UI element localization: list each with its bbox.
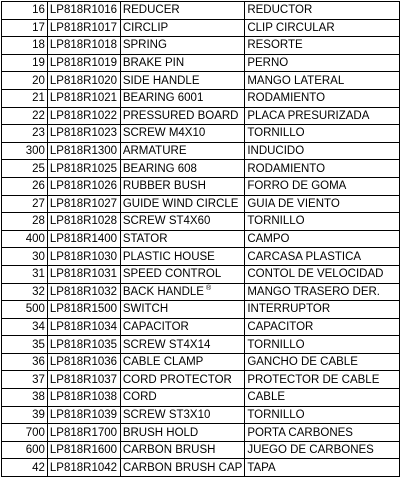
part-code-text: LP818R1038 bbox=[49, 391, 118, 404]
item-number-cell bbox=[2, 353, 48, 371]
spanish-name-text: RODAMIENTO bbox=[247, 162, 326, 175]
table-row bbox=[2, 142, 400, 160]
spanish-name-cell bbox=[245, 248, 400, 266]
part-code-text: LP818R1028 bbox=[49, 215, 118, 228]
part-code-cell bbox=[47, 107, 120, 125]
english-name-text: SPEED CONTROL bbox=[122, 268, 222, 281]
english-name-cell bbox=[120, 142, 245, 160]
spanish-name-text: TORNILLO bbox=[247, 127, 305, 140]
spanish-name-cell bbox=[245, 353, 400, 371]
item-number-cell bbox=[2, 424, 48, 442]
spanish-name-text: INTERRUPTOR bbox=[247, 303, 331, 316]
spanish-name-cell bbox=[245, 2, 400, 20]
part-code-text: LP818R1035 bbox=[49, 338, 118, 351]
table-row bbox=[2, 125, 400, 143]
item-number-cell bbox=[2, 406, 48, 424]
spanish-name-cell bbox=[245, 283, 400, 301]
part-code-text: LP818R1027 bbox=[49, 197, 118, 210]
english-name-text: CARBON BRUSH bbox=[122, 444, 216, 457]
part-code-text: LP818R1037 bbox=[49, 373, 118, 386]
table-row bbox=[2, 230, 400, 248]
table-row bbox=[2, 301, 400, 319]
english-name-text: REDUCER bbox=[122, 4, 180, 17]
part-code-cell bbox=[47, 318, 120, 336]
table-row bbox=[2, 2, 400, 20]
spanish-name-cell bbox=[245, 371, 400, 389]
part-code-text: LP818R1017 bbox=[49, 21, 118, 34]
spanish-name-cell bbox=[245, 459, 400, 477]
english-name-cell bbox=[120, 54, 245, 72]
table-row bbox=[2, 107, 400, 125]
spanish-name-text: TAPA bbox=[247, 461, 276, 474]
item-number-text: 21 bbox=[32, 92, 45, 105]
item-number-text: 16 bbox=[32, 4, 45, 17]
table-row bbox=[2, 336, 400, 354]
part-code-cell bbox=[47, 371, 120, 389]
item-number-cell bbox=[2, 2, 48, 20]
part-code-cell bbox=[47, 125, 120, 143]
spanish-name-cell bbox=[245, 19, 400, 37]
item-number-text: 22 bbox=[32, 109, 45, 122]
spanish-name-cell bbox=[245, 195, 400, 213]
english-name-cell bbox=[120, 177, 245, 195]
part-code-cell bbox=[47, 177, 120, 195]
english-name-text: SPRING bbox=[122, 39, 167, 52]
item-number-text: 25 bbox=[32, 162, 45, 175]
item-number-cell bbox=[2, 107, 48, 125]
english-name-cell bbox=[120, 424, 245, 442]
item-number-text: 500 bbox=[25, 303, 45, 316]
part-code-cell bbox=[47, 142, 120, 160]
item-number-text: 600 bbox=[25, 444, 45, 457]
part-code-text: LP818R1034 bbox=[49, 320, 118, 333]
part-code-cell bbox=[47, 230, 120, 248]
english-name-cell bbox=[120, 248, 245, 266]
item-number-text: 36 bbox=[32, 356, 45, 369]
part-code-text: LP818R1700 bbox=[49, 426, 118, 439]
part-code-cell bbox=[47, 441, 120, 459]
english-name-cell bbox=[120, 89, 245, 107]
spanish-name-text: CLIP CIRCULAR bbox=[247, 21, 335, 34]
spanish-name-text: MANGO TRASERO DER. bbox=[247, 285, 381, 298]
item-number-cell bbox=[2, 195, 48, 213]
part-code-cell bbox=[47, 336, 120, 354]
english-name-cell bbox=[120, 19, 245, 37]
table-row bbox=[2, 89, 400, 107]
item-number-text: 30 bbox=[32, 250, 45, 263]
part-code-cell bbox=[47, 37, 120, 55]
table-row bbox=[2, 406, 400, 424]
spanish-name-text: PLACA PRESURIZADA bbox=[247, 109, 370, 122]
item-number-text: 18 bbox=[32, 39, 45, 52]
part-code-cell bbox=[47, 406, 120, 424]
item-number-cell bbox=[2, 301, 48, 319]
spanish-name-text: REDUCTOR bbox=[247, 4, 313, 17]
part-code-text: LP818R1036 bbox=[49, 356, 118, 369]
part-code-text: LP818R1030 bbox=[49, 250, 118, 263]
english-name-text: SCREW ST3X10 bbox=[122, 408, 211, 421]
english-name-cell bbox=[120, 353, 245, 371]
item-number-cell bbox=[2, 248, 48, 266]
item-number-cell bbox=[2, 19, 48, 37]
spanish-name-text: CAPACITOR bbox=[247, 320, 314, 333]
item-number-text: 27 bbox=[32, 197, 45, 210]
part-code-cell bbox=[47, 265, 120, 283]
item-number-cell bbox=[2, 265, 48, 283]
part-code-cell bbox=[47, 213, 120, 231]
part-code-cell bbox=[47, 248, 120, 266]
spanish-name-cell bbox=[245, 389, 400, 407]
spanish-name-text: CONTOL DE VELOCIDAD bbox=[247, 268, 384, 281]
item-number-cell bbox=[2, 230, 48, 248]
part-code-text: LP818R1019 bbox=[49, 57, 118, 70]
table-row bbox=[2, 318, 400, 336]
spanish-name-text: JUEGO DE CARBONES bbox=[247, 444, 374, 457]
part-code-text: LP818R1500 bbox=[49, 303, 118, 316]
english-name-cell bbox=[120, 265, 245, 283]
english-name-cell bbox=[120, 441, 245, 459]
english-name-cell bbox=[120, 72, 245, 90]
part-code-cell bbox=[47, 195, 120, 213]
english-name-cell bbox=[120, 459, 245, 477]
spanish-name-text: PROTECTOR DE CABLE bbox=[247, 373, 380, 386]
spanish-name-text: GUIA DE VIENTO bbox=[247, 197, 340, 210]
item-number-text: 20 bbox=[32, 74, 45, 87]
item-number-text: 31 bbox=[32, 268, 45, 281]
spanish-name-cell bbox=[245, 107, 400, 125]
english-name-text: SCREW M4X10 bbox=[122, 127, 206, 140]
item-number-cell bbox=[2, 177, 48, 195]
english-name-cell bbox=[120, 2, 245, 20]
table-row bbox=[2, 19, 400, 37]
item-number-cell bbox=[2, 89, 48, 107]
table-row bbox=[2, 265, 400, 283]
part-code-text: LP818R1031 bbox=[49, 268, 118, 281]
english-name-text: CORD bbox=[122, 391, 157, 404]
spanish-name-text: TORNILLO bbox=[247, 338, 305, 351]
english-name-cell bbox=[120, 37, 245, 55]
english-name-text: STATOR bbox=[122, 233, 168, 246]
spanish-name-cell bbox=[245, 54, 400, 72]
part-code-cell bbox=[47, 54, 120, 72]
parts-table-body bbox=[2, 2, 400, 477]
english-name-text: PLASTIC HOUSE bbox=[122, 250, 215, 263]
english-name-cell bbox=[120, 406, 245, 424]
spanish-name-cell bbox=[245, 406, 400, 424]
item-number-cell bbox=[2, 389, 48, 407]
part-code-cell bbox=[47, 89, 120, 107]
spanish-name-cell bbox=[245, 318, 400, 336]
spanish-name-cell bbox=[245, 441, 400, 459]
spanish-name-text: CABLE bbox=[247, 391, 286, 404]
english-name-text: CIRCLIP bbox=[122, 21, 169, 34]
item-number-cell bbox=[2, 160, 48, 178]
part-code-text: LP818R1026 bbox=[49, 180, 118, 193]
spanish-name-text: TORNILLO bbox=[247, 408, 305, 421]
table-row bbox=[2, 160, 400, 178]
part-code-cell bbox=[47, 160, 120, 178]
part-code-cell bbox=[47, 301, 120, 319]
table-row bbox=[2, 389, 400, 407]
english-name-text: SWITCH bbox=[122, 303, 169, 316]
part-code-cell bbox=[47, 72, 120, 90]
spanish-name-text: TORNILLO bbox=[247, 215, 305, 228]
english-name-text: GUIDE WIND CIRCLE bbox=[122, 197, 239, 210]
spanish-name-cell bbox=[245, 213, 400, 231]
english-name-text: CAPACITOR bbox=[122, 320, 189, 333]
spanish-name-cell bbox=[245, 89, 400, 107]
spanish-name-cell bbox=[245, 142, 400, 160]
table-row bbox=[2, 441, 400, 459]
part-code-text: LP818R1022 bbox=[49, 109, 118, 122]
part-code-text: LP818R1023 bbox=[49, 127, 118, 140]
english-name-cell bbox=[120, 230, 245, 248]
part-code-text: LP818R1032 bbox=[49, 285, 118, 298]
english-name-text: SIDE HANDLE bbox=[122, 74, 200, 87]
part-code-text: LP818R1018 bbox=[49, 39, 118, 52]
spanish-name-cell bbox=[245, 160, 400, 178]
item-number-text: 26 bbox=[32, 180, 45, 193]
table-row bbox=[2, 371, 400, 389]
spanish-name-cell bbox=[245, 125, 400, 143]
item-number-text: 19 bbox=[32, 57, 45, 70]
item-number-cell bbox=[2, 37, 48, 55]
english-name-cell bbox=[120, 195, 245, 213]
table-row bbox=[2, 353, 400, 371]
english-name-text: RUBBER BUSH bbox=[122, 180, 206, 193]
spanish-name-text: CAMPO bbox=[247, 233, 290, 246]
item-number-text: 35 bbox=[32, 338, 45, 351]
item-number-cell bbox=[2, 213, 48, 231]
spanish-name-text: RODAMIENTO bbox=[247, 92, 326, 105]
part-code-text: LP818R1600 bbox=[49, 444, 118, 457]
table-row bbox=[2, 283, 400, 301]
spanish-name-cell bbox=[245, 230, 400, 248]
spanish-name-text: INDUCIDO bbox=[247, 145, 305, 158]
table-row bbox=[2, 177, 400, 195]
spanish-name-text: CARCASA PLASTICA bbox=[247, 250, 362, 263]
part-code-text: LP818R1016 bbox=[49, 4, 118, 17]
english-name-cell bbox=[120, 160, 245, 178]
spanish-name-cell bbox=[245, 37, 400, 55]
item-number-text: 34 bbox=[32, 320, 45, 333]
table-row bbox=[2, 248, 400, 266]
item-number-text: 23 bbox=[32, 127, 45, 140]
english-name-text: BEARING 608 bbox=[122, 162, 197, 175]
english-name-text: BRUSH HOLD bbox=[122, 426, 199, 439]
item-number-cell bbox=[2, 336, 48, 354]
part-code-cell bbox=[47, 424, 120, 442]
item-number-text: 28 bbox=[32, 215, 45, 228]
english-name-text: SCREW ST4X60 bbox=[122, 215, 211, 228]
english-name-cell bbox=[120, 125, 245, 143]
table-row bbox=[2, 195, 400, 213]
table-row bbox=[2, 72, 400, 90]
english-name-cell bbox=[120, 371, 245, 389]
item-number-cell bbox=[2, 459, 48, 477]
spanish-name-cell bbox=[245, 265, 400, 283]
english-name-text: BACK HANDLE bbox=[122, 285, 204, 298]
spanish-name-text: PERNO bbox=[247, 57, 289, 70]
english-name-text: ARMATURE bbox=[122, 145, 187, 158]
registered-mark: ® bbox=[205, 284, 212, 292]
table-row bbox=[2, 54, 400, 72]
item-number-text: 38 bbox=[32, 391, 45, 404]
item-number-text: 37 bbox=[32, 373, 45, 386]
part-code-text: LP818R1020 bbox=[49, 74, 118, 87]
part-code-text: LP818R1025 bbox=[49, 162, 118, 175]
table-row bbox=[2, 213, 400, 231]
part-code-cell bbox=[47, 459, 120, 477]
english-name-cell bbox=[120, 301, 245, 319]
spanish-name-cell bbox=[245, 72, 400, 90]
part-code-cell bbox=[47, 353, 120, 371]
item-number-cell bbox=[2, 72, 48, 90]
english-name-text: BRAKE PIN bbox=[122, 57, 185, 70]
item-number-text: 400 bbox=[25, 233, 45, 246]
english-name-text: PRESSURED BOARD bbox=[122, 109, 239, 122]
spanish-name-cell bbox=[245, 177, 400, 195]
part-code-cell bbox=[47, 19, 120, 37]
item-number-text: 300 bbox=[25, 145, 45, 158]
spanish-name-cell bbox=[245, 424, 400, 442]
english-name-text: CARBON BRUSH CAP bbox=[122, 461, 243, 474]
english-name-cell bbox=[120, 389, 245, 407]
part-code-cell bbox=[47, 2, 120, 20]
part-code-text: LP818R1300 bbox=[49, 145, 118, 158]
spanish-name-text: FORRO DE GOMA bbox=[247, 180, 347, 193]
table-row bbox=[2, 37, 400, 55]
item-number-cell bbox=[2, 371, 48, 389]
item-number-text: 39 bbox=[32, 408, 45, 421]
part-code-cell bbox=[47, 283, 120, 301]
table-row bbox=[2, 459, 400, 477]
part-code-text: LP818R1021 bbox=[49, 92, 118, 105]
spanish-name-text: MANGO LATERAL bbox=[247, 74, 345, 87]
part-code-text: LP818R1042 bbox=[49, 461, 118, 474]
english-name-cell bbox=[120, 107, 245, 125]
english-name-cell bbox=[120, 283, 245, 301]
item-number-cell bbox=[2, 125, 48, 143]
part-code-text: LP818R1039 bbox=[49, 408, 118, 421]
item-number-text: 32 bbox=[32, 285, 45, 298]
table-row bbox=[2, 424, 400, 442]
item-number-cell bbox=[2, 142, 48, 160]
english-name-text: SCREW ST4X14 bbox=[122, 338, 211, 351]
spanish-name-text: RESORTE bbox=[247, 39, 303, 52]
english-name-cell bbox=[120, 336, 245, 354]
spanish-name-cell bbox=[245, 336, 400, 354]
part-code-cell bbox=[47, 389, 120, 407]
item-number-cell bbox=[2, 54, 48, 72]
item-number-cell bbox=[2, 283, 48, 301]
parts-table bbox=[1, 1, 400, 477]
english-name-cell bbox=[120, 213, 245, 231]
item-number-text: 42 bbox=[32, 461, 45, 474]
english-name-text: CABLE CLAMP bbox=[122, 356, 204, 369]
spanish-name-text: GANCHO DE CABLE bbox=[247, 356, 358, 369]
part-code-text: LP818R1400 bbox=[49, 233, 118, 246]
spanish-name-cell bbox=[245, 301, 400, 319]
spanish-name-text: PORTA CARBONES bbox=[247, 426, 353, 439]
item-number-cell bbox=[2, 318, 48, 336]
english-name-cell bbox=[120, 318, 245, 336]
item-number-text: 17 bbox=[32, 21, 45, 34]
english-name-text: CORD PROTECTOR bbox=[122, 373, 232, 386]
english-name-text: BEARING 6001 bbox=[122, 92, 204, 105]
item-number-text: 700 bbox=[25, 426, 45, 439]
item-number-cell bbox=[2, 441, 48, 459]
